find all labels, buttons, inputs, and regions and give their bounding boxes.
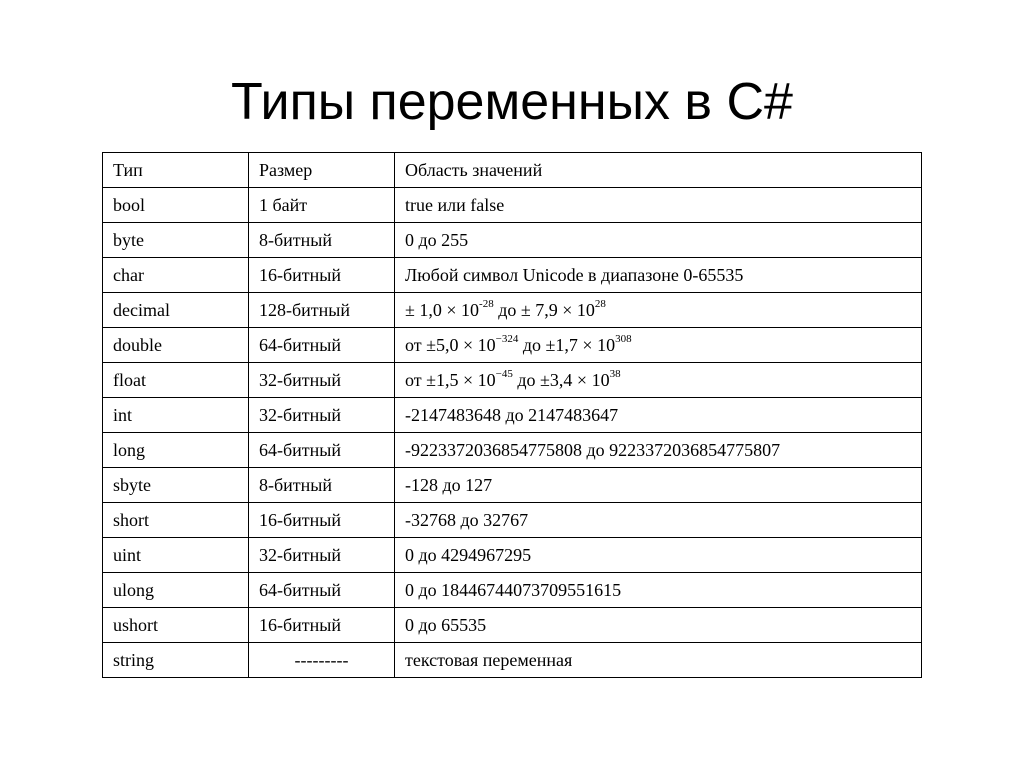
table-row [103,573,922,608]
size-cell: 64-битный [249,328,395,363]
size-cell: 8-битный [249,223,395,258]
size-cell: 8-битный [249,468,395,503]
table-header-row [103,153,922,188]
range-exponent: 38 [609,368,621,380]
size-cell: 32-битный [249,363,395,398]
range-exponent: −45 [495,368,513,380]
range-text: ± 1,0 × 10 [405,300,480,320]
table-row [103,503,922,538]
range-text: от ±5,0 × 10 [405,335,496,355]
type-cell: double [103,328,249,363]
range-exponent: −324 [495,333,519,345]
range-cell: 0 до 65535 [395,608,922,643]
table-row [103,433,922,468]
range-exponent: 308 [615,333,632,345]
type-cell: sbyte [103,468,249,503]
table-row [103,468,922,503]
type-cell: uint [103,538,249,573]
table-row [103,643,922,678]
size-cell: 64-битный [249,433,395,468]
size-cell: 16-битный [249,608,395,643]
header-size: Размер [249,153,395,188]
table-row [103,608,922,643]
range-cell [395,328,922,363]
range-text: от ±1,5 × 10 [405,370,496,390]
type-cell: long [103,433,249,468]
range-cell: -9223372036854775808 до 9223372036854775807 [395,433,922,468]
table-row [103,188,922,223]
size-cell: 1 байт [249,188,395,223]
range-cell: true или false [395,188,922,223]
range-cell: -128 до 127 [395,468,922,503]
type-cell: int [103,398,249,433]
type-cell: byte [103,223,249,258]
table-row [103,328,922,363]
table-row [103,293,922,328]
range-cell: текстовая переменная [395,643,922,678]
type-cell: string [103,643,249,678]
range-cell: -2147483648 до 2147483647 [395,398,922,433]
range-cell: Любой символ Unicode в диапазоне 0-65535 [395,258,922,293]
size-cell: 32-битный [249,398,395,433]
size-cell: 32-битный [249,538,395,573]
table-row [103,363,922,398]
range-cell [395,363,922,398]
range-exponent: 28 [594,298,606,310]
range-text: до ±1,7 × 10 [518,335,616,355]
range-cell [395,293,922,328]
table-row [103,398,922,433]
type-cell: bool [103,188,249,223]
range-cell: 0 до 255 [395,223,922,258]
range-cell: -32768 до 32767 [395,503,922,538]
type-cell: short [103,503,249,538]
size-cell: 64-битный [249,573,395,608]
size-cell: 16-битный [249,258,395,293]
header-type: Тип [103,153,249,188]
type-cell: char [103,258,249,293]
variable-types-table [102,152,922,678]
type-cell: ulong [103,573,249,608]
size-cell: 16-битный [249,503,395,538]
table-row [103,223,922,258]
range-cell: 0 до 18446744073709551615 [395,573,922,608]
slide-title: Типы переменных в C# [231,73,793,131]
table-row [103,258,922,293]
range-exponent: -28 [479,298,494,310]
type-cell: decimal [103,293,249,328]
size-cell: 128-битный [249,293,395,328]
type-cell: ushort [103,608,249,643]
type-cell: float [103,363,249,398]
header-range: Область значений [395,153,922,188]
range-text: до ± 7,9 × 10 [493,300,595,320]
table-row [103,538,922,573]
range-text: до ±3,4 × 10 [512,370,610,390]
range-cell: 0 до 4294967295 [395,538,922,573]
size-cell: --------- [249,643,395,678]
